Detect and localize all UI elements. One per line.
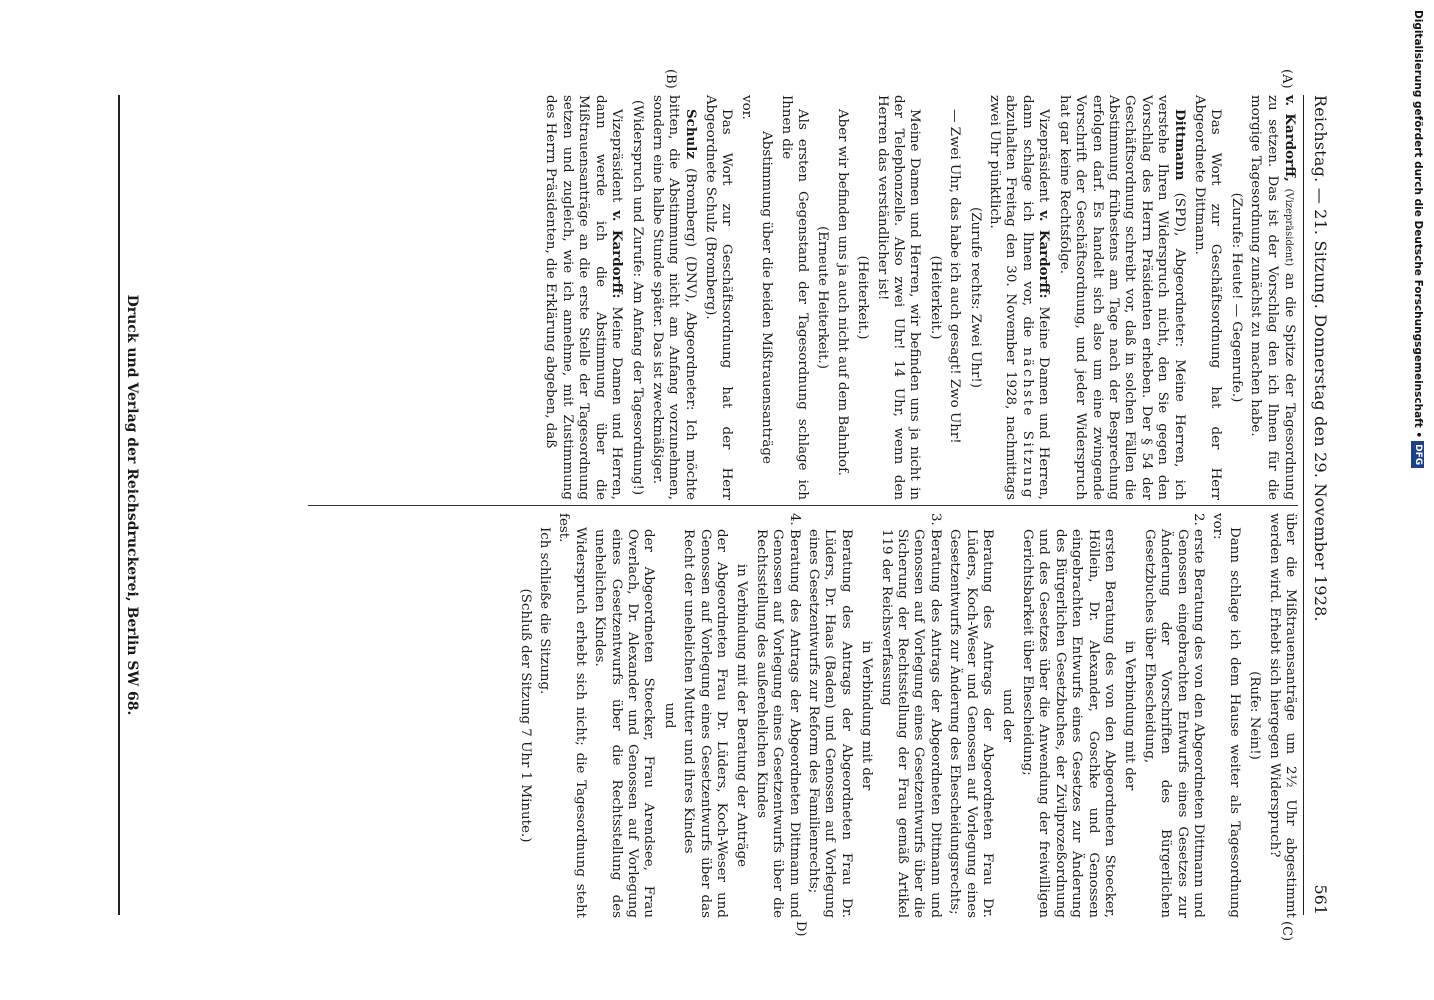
speaker-name: Dittmann [1171, 109, 1188, 181]
margin-marker-a: (A) [1279, 69, 1294, 89]
agenda-item: der Abgeordneten Stoecker, Frau Arendsee, Frau Overlach, Dr. Alexander und Genossen auf Vorlegung eines Gesetzentwurfs über die Rechtsstellung des unehelichen Kindes. [592, 529, 657, 918]
item-number: 3. [927, 513, 943, 526]
interjection: (Erneute Heiterkeit.) [815, 226, 831, 369]
speaker-role: (Vizepräsident) [1283, 188, 1294, 267]
item-text: Beratung des Antrags der Abgeordneten Dittmann und Genossen auf Vorlegung eines Gesetzentwurfs über die Rechtsstellung des außerehelichen Kindes [753, 529, 802, 918]
speaker-name: v. Kardorff: [1036, 210, 1053, 299]
credit-text: Digitalisierung gefördert durch die Deutsche Forschungsgemeinschaft • [1412, 10, 1424, 439]
dfg-logo: DFG [1412, 441, 1425, 468]
emphasized-text: nächste Sitzung [1019, 347, 1035, 500]
agenda-item [877, 513, 943, 918]
agenda-item [752, 513, 801, 918]
interjection: (Rufe: Nein!) [1247, 671, 1263, 760]
paragraph: Das Wort zur Geschäftsordnung hat der Herr Abgeordnete Dittmann. [1191, 95, 1224, 500]
right-column [298, 513, 1298, 918]
paragraph: Aber wir befinden uns ja auch nicht auf dem Bahnhof. [834, 109, 850, 476]
connector: in Verbindung mit der Beratung der Anträge [734, 563, 750, 868]
paragraph: — Zwei Uhr, das habe ich auch gesagt! Zwo Uhr! [947, 109, 963, 444]
agenda-item: Abstimmung über die beiden Mißtrauensanträge [759, 131, 775, 464]
paragraph: Meine Damen und Herren, wir befinden uns ja nicht in der Telephonzelle. Also zwei Uhr! 14 Uhr, wenn den Herren das verständlicher ist! [874, 95, 923, 500]
credit-text-wrapper [1408, 10, 1428, 990]
interjection: (Heiterkeit.) [927, 255, 943, 340]
paragraph-text: Meine Damen und Herren, dann werde ich die Abstimmung über die Mißtrauensanträge an die erste Stelle der Tagesordnung setzen und zugleich, wie ich annehme, mit Zustimmung des Herrn Präsidenten, die Erklärung abgeben, daß [543, 95, 624, 500]
margin-marker-b: (B) [663, 69, 678, 89]
session-close-note: (Schluß der Sitzung 7 Uhr 1 Minute.) [517, 588, 533, 843]
agenda-item: Beratung des Antrags der Abgeordneten Frau Dr. Lüders, Koch-Weser und Genossen auf Vorlegung eines Gesetzentwurfs zur Änderung des Ehescheidungsrechts; [947, 529, 996, 918]
paragraph: Das Wort zur Geschäftsordnung hat der Herr Abgeordnete Schulz (Bromberg). [703, 95, 735, 500]
paragraph: vor. [738, 95, 754, 120]
paragraph [1247, 95, 1298, 500]
column-divider [308, 505, 1298, 506]
running-head: Reichstag. — 21. Sitzung. Donnerstag den 29. November 1928. [1311, 95, 1330, 622]
page-header [1303, 95, 1330, 915]
speaker-name: v. Kardorff: [608, 210, 625, 299]
connector: in Verbindung mit der [859, 640, 875, 791]
paragraph-text: (Bromberg) (DNV), Abgeordneter: Ich möchte bitten, die Abstimmung nicht am Anfang vorzunehmen, sondern eine halbe Stunde später. Das ist zweckmäßiger. [649, 95, 698, 500]
rotated-page [90, 69, 1330, 942]
page-number: 561 [1311, 884, 1330, 915]
speaker-title: Vizepräsident [1036, 109, 1052, 203]
paragraph: Widerspruch erhebt sich nicht; die Tagesordnung steht fest. [556, 513, 588, 918]
footer-rule [119, 95, 121, 915]
speaker-name: v. Kardorff, [1282, 95, 1298, 182]
item-number: 2. [1190, 513, 1206, 526]
agenda-item: der Abgeordneten Frau Dr. Lüders, Koch-Weser und Genossen auf Vorlegung eines Gesetzentwurfs über das Recht der unehelichen Mutter und ihres Kindes [681, 529, 729, 918]
two-column-body [298, 69, 1298, 942]
item-text: Beratung des Antrags der Abgeordneten Dittmann und Genossen auf Vorlegung eines Gesetzentwurfs über die Sicherung der Rechtsstellung der Frau gemäß Artikel 119 der Reichsverfassung [878, 529, 943, 918]
interjection: (Heiterkeit.) [855, 255, 871, 340]
paragraph [648, 95, 698, 500]
paragraph: über die Mißtrauensanträge um 2½ Uhr abgestimmt werden wird. Erhebt sich hiergegen Widerspruch? [1266, 513, 1298, 918]
connector: und [661, 702, 677, 729]
paragraph-text: an die Spitze der Tagesordnung zu setzen. Das ist der Vorschlag den ich Ihnen für die morgige Tagesordnung zunächst zu machen habe. [1248, 95, 1297, 500]
paragraph-text: abzuhalten Freitag den 30. November 1928, nachmittags zwei Uhr pünktlich. [987, 95, 1019, 500]
left-column [298, 95, 1298, 500]
item-text: erste Beratung des von den Abgeordneten Dittmann und Genossen eingebrachten Entwurfs eines Gesetzes zur Änderung der Vorschriften des Bürgerlichen Gesetzbuches über Ehescheidung, [1141, 529, 1206, 918]
agenda-item: Beratung des Antrags der Abgeordneten Frau Dr. Lüders, Dr. Haas (Baden) und Genossen auf Vorlegung eines Gesetzentwurfs zur Reform des Familienrechts; [806, 529, 854, 918]
imprint: Druck und Verlag der Reichsdruckerei, Berlin SW 68. [124, 294, 140, 716]
paragraph: Als ersten Gegenstand der Tagesordnung schlage ich Ihnen die [778, 95, 811, 500]
agenda-item: ersten Beratung des von den Abgeordneten Stoecker, Höllein, Dr. Alexander, Goschke und Genossen eingebrachten Entwurfs eines Gesetzes zur Änderung des Bürgerlichen Gesetzbuches, der Zivilprozeßordnung und des Gesetzes über die Anwendung der freiwilligen Gerichtsbarkeit über Ehescheidung; [1019, 529, 1117, 918]
interjection: (Widerspruch und Zurufe: Am Anfang der Tagesordnung!) [630, 99, 646, 496]
margin-marker-c: (C) [1279, 921, 1294, 942]
connector: in Verbindung mit der [1122, 640, 1138, 791]
paragraph: Dann schlage ich dem Hause weiter als Tagesordnung vor: [1210, 513, 1242, 918]
paragraph [986, 95, 1053, 500]
paragraph-text: (SPD), Abgeordneter: Meine Herren, ich verstehe Ihren Widerspruch nicht, den Sie gegen den Vorschlag des Herrn Präsidenten erheben. Der § 54 der Geschäftsordnung schreibt vor, daß in solchen Fällen die Abstimmung frühestens am Tage nach der Besprechung erfolgen darf. Es handelt sich also um eine zwingende Vorschrift der Geschäftsordnung, und jeder Widerspruch hat gar keine Rechtsfolge. [1056, 95, 1187, 500]
interjection: (Zurufe rechts: Zwei Uhr!) [967, 207, 983, 388]
speaker-name: Schulz [682, 109, 699, 159]
paragraph [1055, 95, 1187, 500]
connector: und der [1000, 689, 1016, 742]
paragraph: Ich schließe die Sitzung. [536, 527, 552, 695]
paragraph-text: Meine Damen und Herren, dann schlage ich Ihnen vor, die [1019, 95, 1052, 500]
item-number: 4. [786, 513, 802, 526]
digitization-credit [1408, 10, 1428, 990]
speaker-title: Vizepräsident [608, 109, 624, 203]
margin-marker-d: D) [793, 921, 808, 937]
agenda-item [1140, 513, 1206, 918]
interjection: (Zurufe: Heute! — Gegenrufe.) [1228, 192, 1244, 403]
paragraph [542, 95, 625, 500]
